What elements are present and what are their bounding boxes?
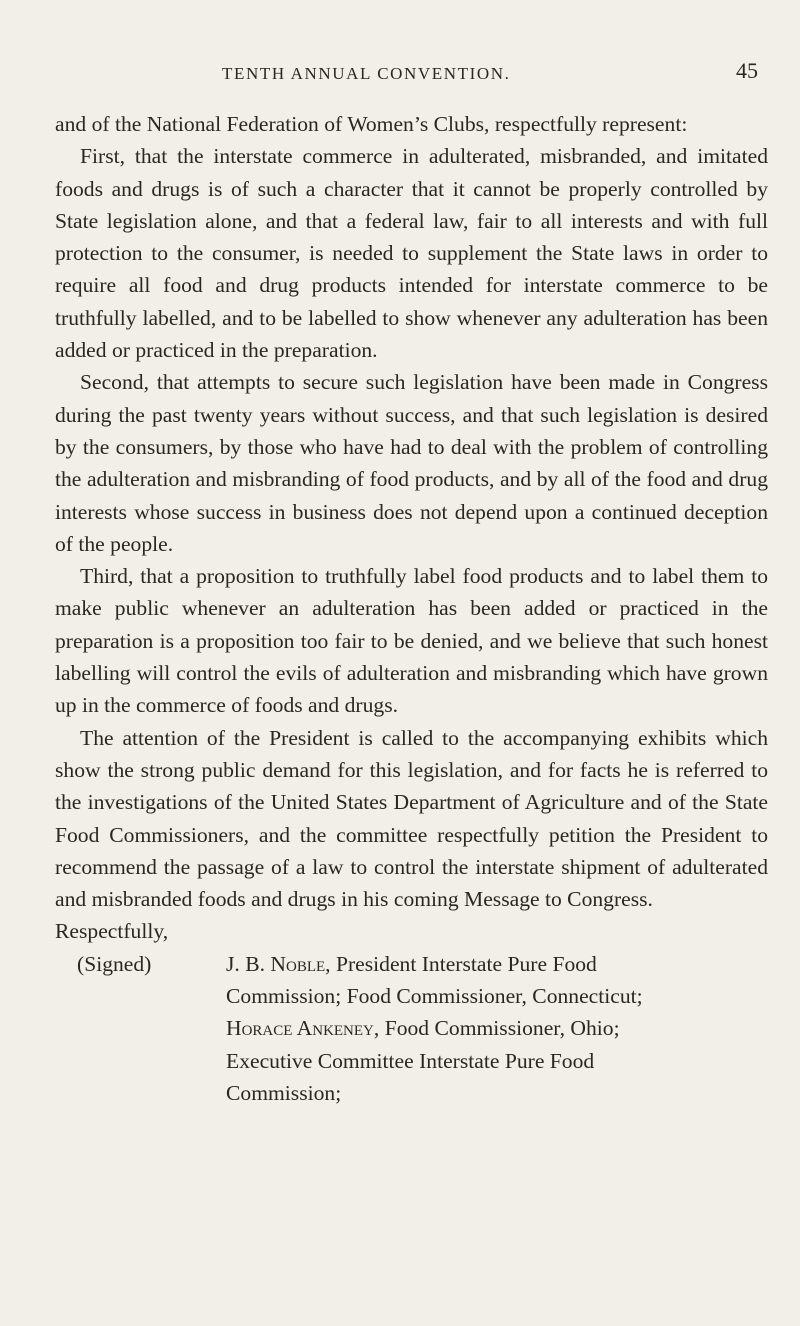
page-number: 45 [736, 58, 758, 83]
signer-title: President Interstate Pure Food [335, 951, 597, 976]
page-header [0, 58, 800, 98]
signer-title-continued: Commission; [226, 1080, 342, 1105]
running-title: TENTH ANNUAL CONVENTION. [222, 64, 511, 83]
paragraph-continuation: and of the National Federation of Women’s Clubs, respectfully represent: [55, 112, 688, 136]
paragraph-attention: The attention of the President is called to the accompanying exhibits which show the strong public demand for this legislation, and for facts he is referred to the investigations of the United States Department of Agriculture and of the State Food Commissioners, and the committee respectfully petition the President to recommend the passage of a law to control the interstate shipment of adulterated and misbranded foods and drugs in his coming Message to Congress. [55, 725, 768, 912]
closing-salutation: Respectfully, [55, 919, 169, 944]
signer-title-continued: Commission; Food Commissioner, Connecticut; [226, 984, 643, 1009]
signature-block [55, 948, 768, 1109]
paragraph-second: Second, that attempts to secure such legislation have been made in Congress during the past twenty years without success, and that such legislation is desired by the consumers, by those who have had to deal with the problem of controlling the adulteration and misbranding of food products, and by all of the food and drug interests whose success in business does not depend upon a continued deception of the people. [55, 370, 768, 556]
body-text [55, 108, 768, 1109]
signer-title: Executive Committee Interstate Pure Food [226, 1048, 595, 1073]
signer-name: Horace Ankeney, [226, 1016, 380, 1041]
paragraph-first: First, that the interstate commerce in adulterated, misbranded, and imitated foods and drugs is of such a character that it cannot be properly controlled by State legislation alone, and that a federal law, fair to all interests and with full protection to the consumer, is needed to supplement the State laws in order to require all food and drug products intended for interstate commerce to be truthfully labelled, and to be labelled to show whenever any adulteration has been added or practiced in the preparation. [55, 144, 768, 363]
signer-title: Food Commissioner, Ohio; [384, 1016, 620, 1041]
signed-label: (Signed) [77, 951, 152, 976]
paragraph-third: Third, that a proposition to truthfully label food products and to label them to make public whenever an adulteration has been added or practiced in the preparation is a proposition too fair to be denied, and we believe that such honest labelling will control the evils of adulteration and misbranding which have grown up in the commerce of foods and drugs. [55, 564, 768, 718]
signer-line [226, 948, 768, 980]
signer-name: J. B. Noble, [226, 951, 331, 976]
signer-line [226, 1012, 768, 1044]
